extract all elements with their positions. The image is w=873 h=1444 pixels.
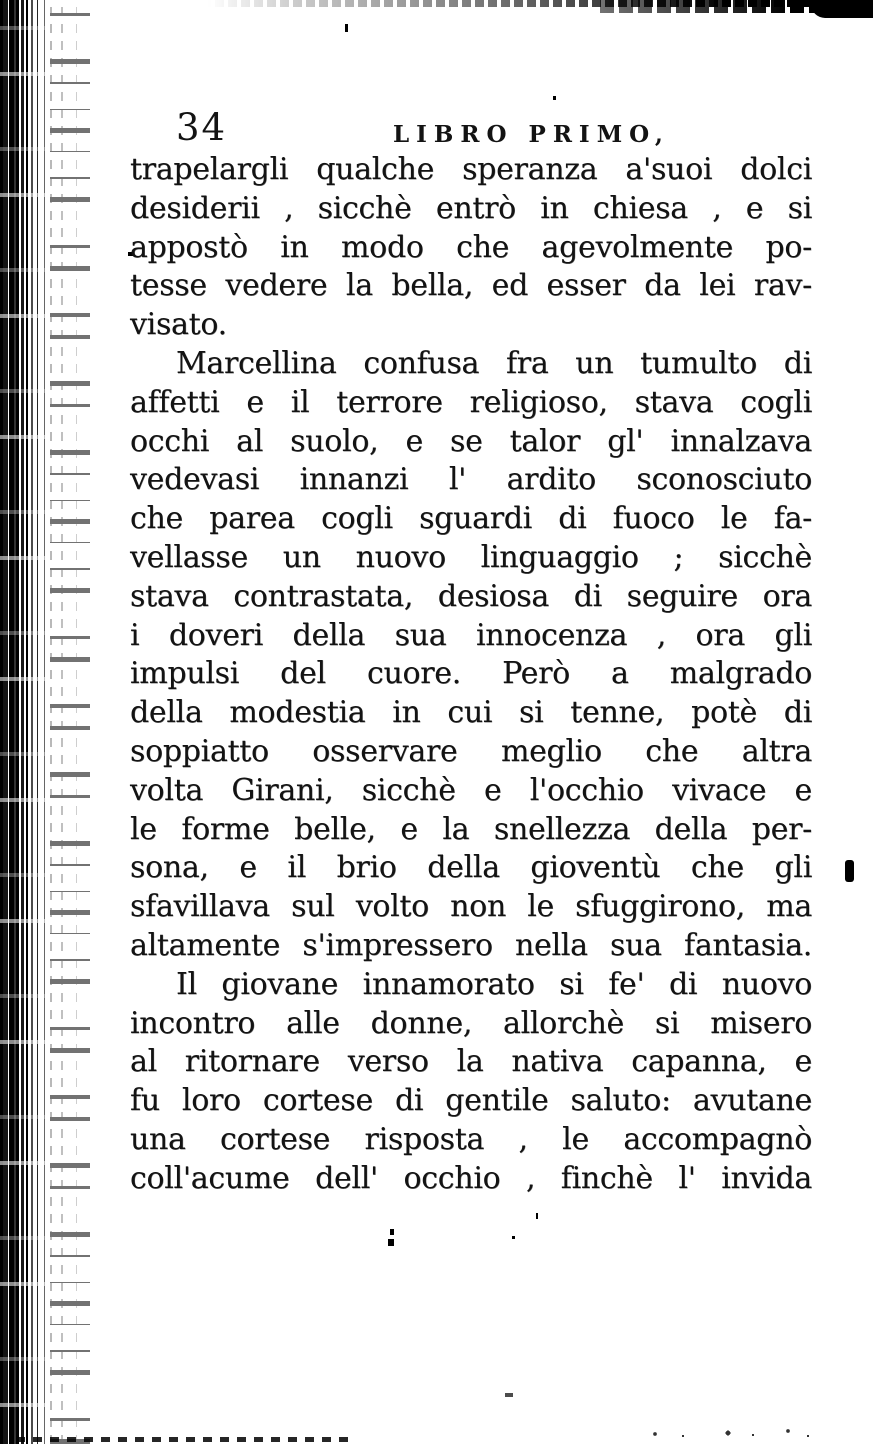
scan-bottom-speckles xyxy=(643,1426,823,1438)
text-line: stava contrastata, desiosa di seguire ora xyxy=(130,578,812,614)
scan-gutter-band xyxy=(0,0,50,1444)
scan-speck xyxy=(512,1236,515,1239)
scan-speck xyxy=(553,96,556,100)
scan-gutter-speckles xyxy=(50,0,90,1444)
text-line: visato. xyxy=(130,307,227,343)
text-line: volta Girani, sicchè e l'occhio vivace e xyxy=(130,772,812,808)
text-line: della modestia in cui si tenne, potè di xyxy=(130,695,812,731)
text-line: vellasse un nuovo linguaggio ; sicchè xyxy=(130,539,812,575)
text-line: affetti e il terrore religioso, stava cogli xyxy=(130,384,812,420)
ink-blot xyxy=(845,860,854,882)
text-line: una cortese risposta , le accompagnò xyxy=(130,1121,812,1157)
text-line: Il giovane innamorato si fe' di nuovo xyxy=(176,966,812,1002)
scan-speck xyxy=(505,1393,513,1397)
text-line: Marcellina confusa fra un tumulto di xyxy=(176,345,812,381)
text-line: impulsi del cuore. Però a malgrado xyxy=(130,656,812,692)
text-line: sfavillava sul volto non le sfuggirono, ma xyxy=(130,889,812,925)
text-line: tesse vedere la bella, ed esser da lei rav- xyxy=(130,268,812,304)
text-line: fu loro cortese di gentile saluto: avutane xyxy=(130,1083,812,1119)
text-line: le forme belle, e la snellezza della per- xyxy=(130,811,812,847)
scan-speck xyxy=(536,1213,538,1219)
running-header: LIBRO PRIMO, xyxy=(393,121,670,148)
scan-speck xyxy=(388,1239,394,1246)
scan-speck xyxy=(345,24,348,32)
body-text xyxy=(130,151,812,1199)
scan-corner-blob xyxy=(811,0,873,18)
scan-bottom-strip xyxy=(16,1437,351,1442)
page-number: 34 xyxy=(176,106,228,149)
text-line: occhi al suolo, e se talor gl' innalzava xyxy=(130,423,812,459)
text-line: desiderii , sicchè entrò in chiesa , e si xyxy=(130,190,812,226)
scan-speck xyxy=(390,1229,394,1235)
text-line: soppiatto osservare meglio che altra xyxy=(130,733,812,769)
text-line: vedevasi innanzi l' ardito sconosciuto xyxy=(130,462,812,498)
text-line: che parea cogli sguardi di fuoco le fa- xyxy=(130,501,812,537)
text-line: coll'acume dell' occhio , finchè l' invida xyxy=(130,1160,812,1196)
text-line: altamente s'impressero nella sua fantasia. xyxy=(130,927,812,963)
text-line: al ritornare verso la nativa capanna, e xyxy=(130,1044,812,1080)
text-line: appostò in modo che agevolmente po- xyxy=(130,229,812,265)
text-line: incontro alle donne, allorchè si misero xyxy=(130,1005,812,1041)
text-line: trapelargli qualche speranza a'suoi dolci xyxy=(130,152,812,187)
text-line: i doveri della sua innocenza , ora gli xyxy=(130,617,812,653)
text-line: sona, e il brio della gioventù che gli xyxy=(130,850,812,886)
